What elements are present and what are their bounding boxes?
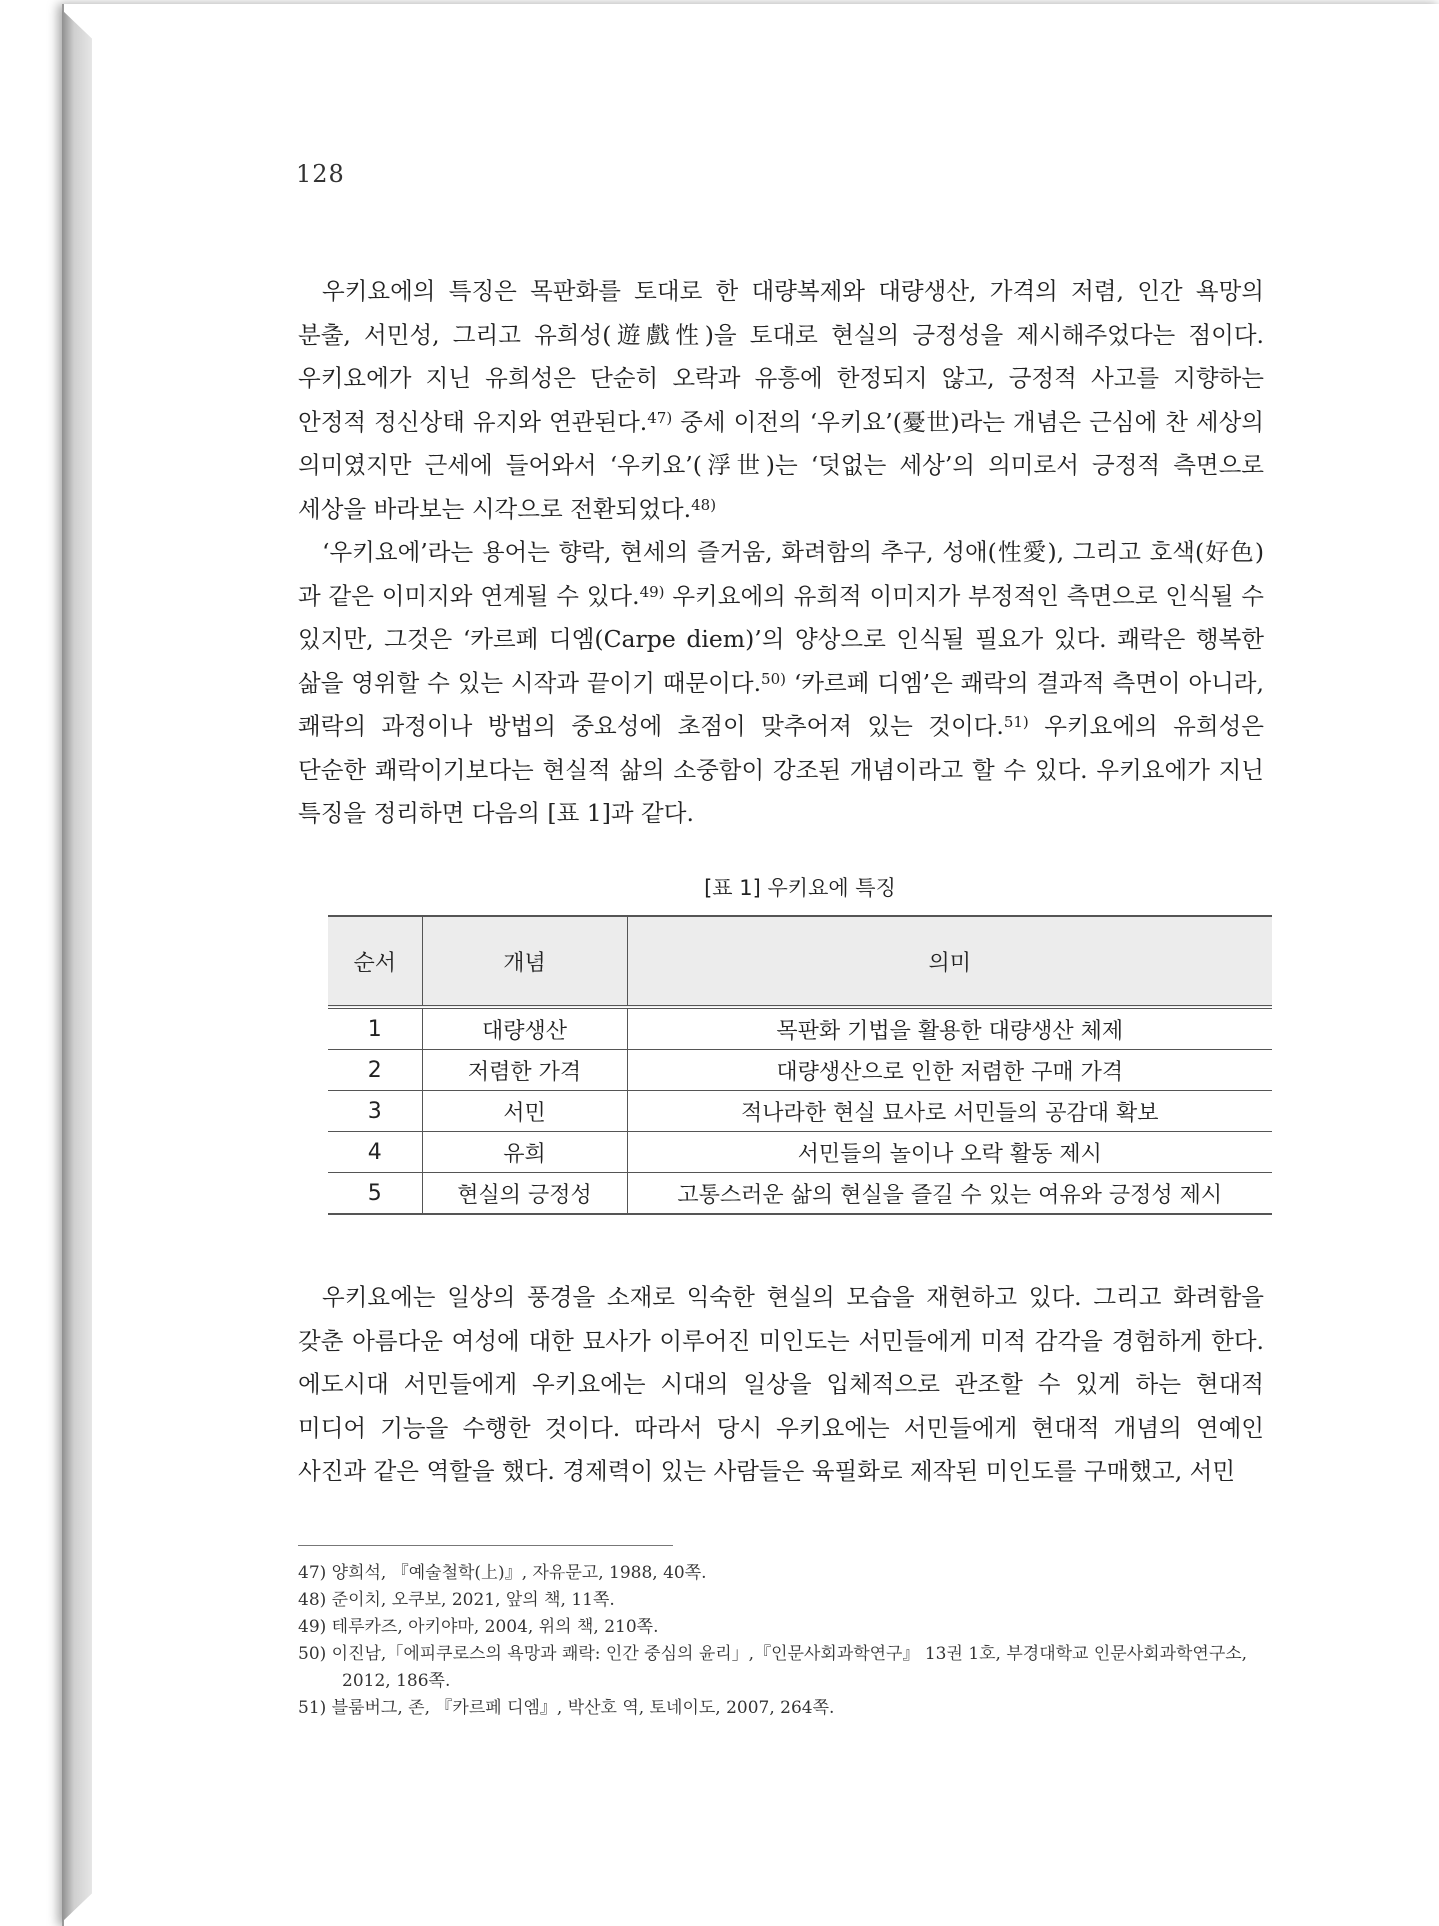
body-section-bottom <box>298 1276 1264 1494</box>
features-table <box>328 915 1272 1215</box>
paragraph-3: 우키요에는 일상의 풍경을 소재로 익숙한 현실의 모습을 재현하고 있다. 그리고 화려함을 갖춘 아름다운 여성에 대한 묘사가 이루어진 미인도는 서민들에게 미적 감각을 경험하게 한다. 에도시대 서민들에게 우키요에는 시대의 일상을 입체적으로 관조할 수 있게 하는 현대적 미디어 기능을 수행한 것이다. 따라서 당시 우키요에는 서민들에게 현대적 개념의 연예인 사진과 같은 역할을 했다. 경제력이 있는 사람들은 육필화로 제작된 미인도를 구매했고, 서민 <box>298 1283 1264 1485</box>
body-section-top <box>298 270 1264 836</box>
footnote-48: 48) 준이치, 오쿠보, 2021, 앞의 책, 11쪽. <box>298 1590 615 1610</box>
cell-meaning: 적나라한 현실 묘사로 서민들의 공감대 확보 <box>627 1091 1272 1132</box>
footnote-51: 51) 블룸버그, 존, 『카르페 디엠』, 박산호 역, 토네이도, 2007, 264쪽. <box>298 1698 835 1718</box>
footnote-49: 49) 테루카즈, 아키야마, 2004, 위의 책, 210쪽. <box>298 1617 659 1637</box>
paragraph-1: 우키요에의 특징은 목판화를 토대로 한 대량복제와 대량생산, 가격의 저렴, 인간 욕망의 분출, 서민성, 그리고 유희성(遊戲性)을 토대로 현실의 긍정성을 제시해주었다는 점이다. 우키요에가 지닌 유희성은 단순히 오락과 유흥에 한정되지 않고, 긍정적 사고를 지향하는 안정적 정신상태 유지와 연관된다.$^{47)}$ 중세 이전의 ‘우키요’(憂世)라는 개념은 근심에 찬 세상의 의미였지만 근세에 들어와서 ‘우키요’(浮世)는 ‘덧없는 세상’의 의미로서 긍정적 측면으로 세상을 바라보는 시각으로 전환되었다.$^{48)}$ <box>298 277 1264 523</box>
cell-concept: 저렴한 가격 <box>422 1050 627 1091</box>
cell-concept: 현실의 긍정성 <box>422 1173 627 1215</box>
cell-order: 5 <box>328 1173 422 1215</box>
footnote-50: 50) 이진남,「에피쿠로스의 욕망과 쾌락: 인간 중심의 윤리」,『인문사회과학연구』 13권 1호, 부경대학교 인문사회과학연구소, 2012, 186쪽. <box>298 1644 1248 1691</box>
footnote-ref-51[interactable]: 51) <box>1003 713 1029 731</box>
book-spine <box>62 10 92 1922</box>
cell-meaning: 서민들의 놀이나 오락 활동 제시 <box>627 1132 1272 1173</box>
cell-order: 4 <box>328 1132 422 1173</box>
cell-order: 1 <box>328 1007 422 1050</box>
table-row <box>328 1091 1272 1132</box>
footnote-ref-47[interactable]: 47) <box>647 408 673 427</box>
cell-order: 2 <box>328 1050 422 1091</box>
cell-concept: 서민 <box>422 1091 627 1132</box>
cell-order: 3 <box>328 1091 422 1132</box>
header-order: 순서 <box>328 916 422 1007</box>
footnotes <box>298 1560 1264 1722</box>
footnote-ref-50[interactable]: 50) <box>761 669 786 688</box>
paragraph-2: ‘우키요에’라는 용어는 향락, 현세의 즐거움, 화려함의 추구, 성애(性愛), 그리고 호색(好色)과 같은 이미지와 연계될 수 있다.$^{49)}$ 우키요에의 유희적 이미지가 부정적인 측면으로 인식될 수 있지만, 그것은 ‘카르페 디엠(Carpe diem)’의 양상으로 인식될 필요가 있다. 쾌락은 행복한 삶을 영위할 수 있는 시작과 끝이기 때문이다.$^{50)}$ ‘카르페 디엠’은 쾌락의 결과적 측면이 아니라, 쾌락의 과정이나 방법의 중요성에 초점이 맞추어져 있는 것이다.$^{51)}$ 우키요에의 유희성은 단순한 쾌락이기보다는 현실적 삶의 소중함이 강조된 개념이라고 할 수 있다. 우키요에가 지닌 특징을 정리하면 다음의 [표 1]과 같다. <box>298 538 1264 827</box>
header-meaning: 의미 <box>627 916 1272 1007</box>
page-number: 128 <box>296 160 345 188</box>
cell-meaning: 목판화 기법을 활용한 대량생산 체제 <box>627 1007 1272 1050</box>
cell-meaning: 고통스러운 삶의 현실을 즐길 수 있는 여유와 긍정성 제시 <box>627 1173 1272 1215</box>
footnote-ref-48[interactable]: 48) <box>691 495 717 514</box>
table-row <box>328 1132 1272 1173</box>
cell-concept: 유희 <box>422 1132 627 1173</box>
footnote-ref-49[interactable]: 49) <box>639 582 665 601</box>
table-caption: [표 1] 우키요에 특징 <box>704 876 896 900</box>
table-header-row <box>328 916 1272 1007</box>
table-row <box>328 1050 1272 1091</box>
cell-concept: 대량생산 <box>422 1007 627 1050</box>
header-concept: 개념 <box>422 916 627 1007</box>
table-row <box>328 1173 1272 1215</box>
footnote-divider <box>298 1545 673 1546</box>
table-row <box>328 1007 1272 1050</box>
footnote-47: 47) 양희석, 『예술철학(上)』, 자유문고, 1988, 40쪽. <box>298 1563 707 1583</box>
cell-meaning: 대량생산으로 인한 저렴한 구매 가격 <box>627 1050 1272 1091</box>
